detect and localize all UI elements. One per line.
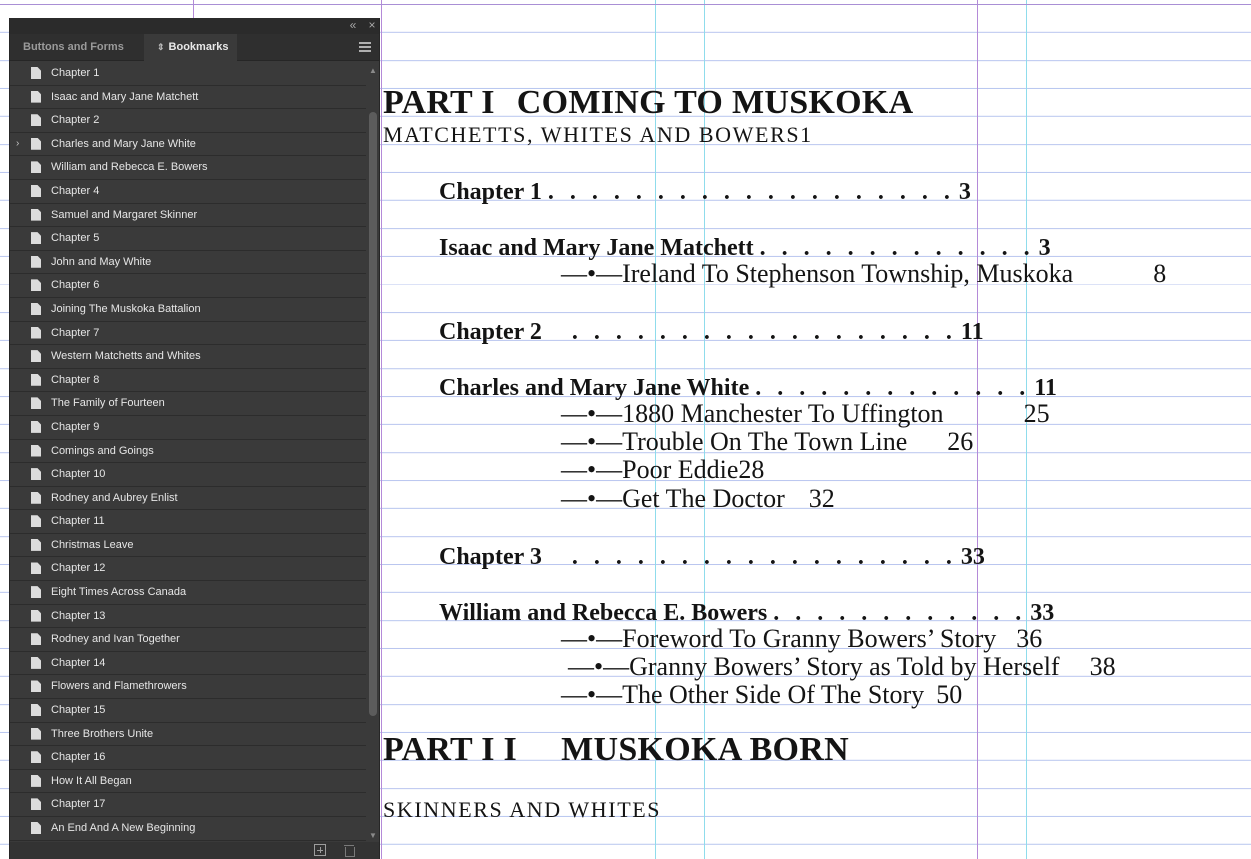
toc-sub-title: —•—Ireland To Stephenson Township, Muskoka (561, 259, 1074, 288)
toc-leader: . . . . . . . . . . . . (773, 600, 1027, 626)
part-1-label: PART I (383, 84, 495, 121)
toc-sub-page: 8 (1153, 259, 1167, 288)
toc-sub-granny-story[interactable] (568, 654, 1116, 680)
toc-sub-get-doctor[interactable] (561, 486, 835, 512)
tab-label: Bookmarks (168, 41, 229, 53)
sort-arrows-icon: ⇕ (157, 42, 165, 52)
bookmark-item[interactable] (10, 274, 366, 298)
bookmark-item[interactable] (10, 463, 366, 487)
toc-entry-chapter-2[interactable] (439, 320, 984, 344)
bookmark-page-icon (31, 397, 41, 409)
toc-entry-charles[interactable] (439, 376, 1057, 400)
toc-sub-title: —•—Trouble On The Town Line (561, 427, 908, 456)
bookmark-label: Three Brothers Unite (51, 727, 154, 740)
bookmark-page-icon (31, 775, 41, 787)
bookmark-label: William and Rebecca E. Bowers (51, 161, 208, 174)
toc-entry-chapter-1[interactable] (439, 180, 971, 204)
bookmark-label: Chapter 2 (51, 114, 100, 127)
guide-margin-left (381, 0, 382, 859)
bookmark-list (10, 62, 366, 842)
bookmark-label: Rodney and Ivan Together (51, 633, 180, 646)
bookmark-label: Chapter 5 (51, 232, 100, 245)
bookmark-item[interactable] (10, 345, 366, 369)
toc-entry-title: Chapter 3 (439, 544, 542, 570)
toc-leader: . . . . . . . . . . . . . . . . . . (571, 544, 957, 570)
toc-sub-other-side[interactable] (561, 682, 962, 708)
bookmark-label: Flowers and Flamethrowers (51, 680, 187, 693)
bookmark-item[interactable] (10, 204, 366, 228)
bookmark-page-icon (31, 114, 41, 126)
bookmark-label: Samuel and Margaret Skinner (51, 208, 198, 221)
part-2-heading[interactable] (383, 733, 849, 767)
panel-title-bar[interactable] (10, 18, 379, 34)
toc-entry-page: 33 (960, 544, 985, 570)
toc-sub-town-line[interactable] (561, 429, 973, 455)
panel-menu-icon[interactable] (359, 42, 371, 53)
bookmark-label: Charles and Mary Jane White (51, 137, 196, 150)
bookmark-page-icon (31, 728, 41, 740)
bookmark-label: An End And A New Beginning (51, 822, 196, 834)
toc-sub-page: 25 (1023, 399, 1050, 428)
bookmark-label: Chapter 8 (51, 373, 100, 386)
toc-sub-ireland[interactable] (561, 261, 1166, 287)
bookmark-scrollbar[interactable] (367, 62, 379, 842)
toc-entry-isaac[interactable] (439, 236, 1051, 260)
toc-sub-title: —•—Granny Bowers’ Story as Told by Herself (568, 652, 1060, 681)
bookmark-item[interactable] (10, 109, 366, 133)
bookmark-item[interactable] (10, 322, 366, 346)
toc-sub-page: 26 (947, 427, 974, 456)
bookmark-label: Chapter 1 (51, 67, 100, 79)
bookmark-page-icon (31, 468, 41, 480)
bookmark-item[interactable] (10, 180, 366, 204)
scroll-up-icon[interactable]: ▲ (369, 66, 377, 75)
bookmark-page-icon (31, 161, 41, 173)
bookmarks-panel (9, 18, 380, 859)
panel-tab-bar (10, 34, 379, 61)
bookmark-page-icon (31, 91, 41, 103)
scroll-down-icon[interactable]: ▼ (369, 831, 377, 840)
bookmark-item[interactable] (10, 723, 366, 747)
bookmark-item[interactable] (10, 487, 366, 511)
tab-buttons-and-forms[interactable] (10, 34, 144, 61)
bookmark-page-icon (31, 279, 41, 291)
bookmark-label: Christmas Leave (51, 538, 134, 551)
toc-entry-page: 11 (960, 319, 984, 345)
toc-entry-title: Chapter 1 (439, 179, 542, 205)
bookmark-item[interactable] (10, 369, 366, 393)
bookmark-label: Chapter 14 (51, 656, 106, 669)
bookmark-label: Chapter 10 (51, 468, 106, 481)
panel-footer (10, 842, 379, 859)
part-1-heading[interactable] (383, 86, 914, 120)
bookmark-label: Joining The Muskoka Battalion (51, 302, 201, 315)
toc-sub-manchester[interactable] (561, 401, 1050, 427)
bookmark-page-icon (31, 657, 41, 669)
bookmark-page-icon (31, 633, 41, 645)
bookmark-page-icon (31, 303, 41, 315)
bookmark-page-icon (31, 421, 41, 433)
bookmark-page-icon (31, 138, 41, 150)
toc-sub-page: 38 (1089, 652, 1116, 681)
bookmark-page-icon (31, 610, 41, 622)
toc-entry-chapter-3[interactable] (439, 545, 985, 569)
bookmark-page-icon (31, 209, 41, 221)
toc-entry-page: 33 (1030, 600, 1055, 626)
guide-column-3 (977, 0, 978, 859)
bookmark-item[interactable] (10, 416, 366, 440)
part-2-title: MUSKOKA BORN (561, 731, 849, 768)
bookmark-page-icon (31, 185, 41, 197)
bookmark-label: Chapter 6 (51, 279, 100, 292)
delete-bookmark-icon[interactable] (343, 844, 355, 856)
toc-sub-foreword[interactable] (561, 626, 1042, 652)
bookmark-page-icon (31, 67, 41, 79)
bookmark-item[interactable] (10, 298, 366, 322)
part-2-label: PART I I (383, 731, 518, 768)
toc-sub-page: 36 (1016, 624, 1043, 653)
bookmark-item[interactable] (10, 793, 366, 817)
toc-entry-title: Chapter 2 (439, 319, 542, 345)
toc-sub-title: —•—Get The Doctor (561, 484, 785, 513)
bookmark-item[interactable] (10, 392, 366, 416)
bookmark-label: Chapter 9 (51, 420, 100, 433)
bookmark-item[interactable] (10, 652, 366, 676)
bookmark-label: Chapter 13 (51, 609, 106, 622)
close-panel-icon[interactable]: × (368, 18, 376, 32)
bookmark-label: Rodney and Aubrey Enlist (51, 491, 178, 504)
bookmark-item[interactable] (10, 227, 366, 251)
bookmark-page-icon (31, 515, 41, 527)
expand-chevron-icon[interactable]: › (16, 137, 20, 149)
bookmark-item[interactable] (10, 62, 366, 86)
toc-entry-page: 3 (958, 179, 971, 205)
toc-sub-title: —•—Poor Eddie28 (561, 455, 765, 484)
bookmark-label: Chapter 17 (51, 798, 106, 811)
bookmark-label: Chapter 11 (51, 515, 105, 528)
guide-column-4 (1026, 0, 1027, 859)
toc-leader: . . . . . . . . . . . . . . . . . . (571, 319, 957, 345)
toc-entry-title: Charles and Mary Jane White (439, 375, 750, 401)
bookmark-item[interactable] (10, 770, 366, 794)
bookmark-page-icon (31, 562, 41, 574)
bookmark-item[interactable] (10, 628, 366, 652)
bookmark-page-icon (31, 751, 41, 763)
new-bookmark-icon[interactable] (314, 844, 326, 856)
bookmark-item[interactable] (10, 605, 366, 629)
bookmark-label: The Family of Fourteen (51, 397, 165, 410)
bookmark-item[interactable] (10, 156, 366, 180)
bookmark-page-icon (31, 374, 41, 386)
bookmark-item[interactable] (10, 817, 366, 841)
tab-label: Buttons and Forms (23, 41, 124, 53)
bookmark-page-icon (31, 256, 41, 268)
toc-sub-poor-eddie[interactable] (561, 457, 764, 483)
bookmark-item[interactable] (10, 440, 366, 464)
bookmark-label: Western Matchetts and Whites (51, 350, 201, 363)
part-1-subtitle[interactable]: MATCHETTS, WHITES AND BOWERS1 (383, 122, 813, 147)
bookmark-page-icon (31, 327, 41, 339)
bookmark-item[interactable] (10, 510, 366, 534)
toc-sub-page: 50 (936, 680, 963, 709)
bookmark-label: Chapter 7 (51, 326, 100, 339)
bookmark-page-icon (31, 492, 41, 504)
bookmark-page-icon (31, 680, 41, 692)
tab-bookmarks[interactable] (144, 34, 237, 61)
toc-leader: . . . . . . . . . . . . . (759, 235, 1035, 261)
bookmark-page-icon (31, 822, 41, 834)
bookmark-page-icon (31, 798, 41, 810)
part-1-title: COMING TO MUSKOKA (516, 84, 914, 121)
bookmark-label: How It All Began (51, 774, 132, 787)
toc-sub-title: —•—Foreword To Granny Bowers’ Story (561, 624, 997, 653)
bookmark-page-icon (31, 704, 41, 716)
bookmark-label: Comings and Goings (51, 444, 154, 457)
bookmark-item[interactable] (10, 133, 366, 157)
guide-left-edge (193, 0, 194, 18)
bookmark-label: Chapter 16 (51, 751, 106, 764)
part-2-subtitle[interactable]: SKINNERS AND WHITES (383, 797, 662, 822)
bookmark-label: Chapter 15 (51, 704, 106, 717)
bookmark-label: Eight Times Across Canada (51, 586, 187, 599)
bookmark-label: Chapter 4 (51, 184, 100, 197)
toc-leader: . . . . . . . . . . . . . . . . . . . (547, 179, 955, 205)
bookmark-page-icon (31, 232, 41, 244)
bookmark-label: Isaac and Mary Jane Matchett (51, 90, 199, 103)
toc-sub-title: —•—1880 Manchester To Uffington (561, 399, 944, 428)
bookmark-page-icon (31, 586, 41, 598)
bookmark-page-icon (31, 350, 41, 362)
bookmark-item[interactable] (10, 251, 366, 275)
bookmark-item[interactable] (10, 534, 366, 558)
bookmark-item[interactable] (10, 86, 366, 110)
bookmark-page-icon (31, 445, 41, 457)
guide-top-margin (0, 4, 1251, 5)
bookmark-item[interactable] (10, 746, 366, 770)
toc-sub-title: —•—The Other Side Of The Story (561, 680, 925, 709)
toc-sub-page: 32 (808, 484, 835, 513)
bookmark-page-icon (31, 539, 41, 551)
scroll-thumb[interactable] (369, 112, 377, 716)
toc-entry-page: 11 (1034, 375, 1057, 401)
bookmark-item[interactable] (10, 675, 366, 699)
toc-entry-william[interactable] (439, 601, 1054, 625)
toc-entry-title: William and Rebecca E. Bowers (439, 600, 768, 626)
bookmark-item[interactable] (10, 557, 366, 581)
bookmark-label: Chapter 12 (51, 562, 106, 575)
collapse-panel-icon[interactable]: « (349, 18, 357, 32)
bookmark-label: John and May White (51, 255, 152, 268)
bookmark-item[interactable] (10, 581, 366, 605)
toc-entry-page: 3 (1038, 235, 1051, 261)
toc-entry-title: Isaac and Mary Jane Matchett (439, 235, 754, 261)
toc-leader: . . . . . . . . . . . . . (755, 375, 1031, 401)
bookmark-item[interactable] (10, 699, 366, 723)
